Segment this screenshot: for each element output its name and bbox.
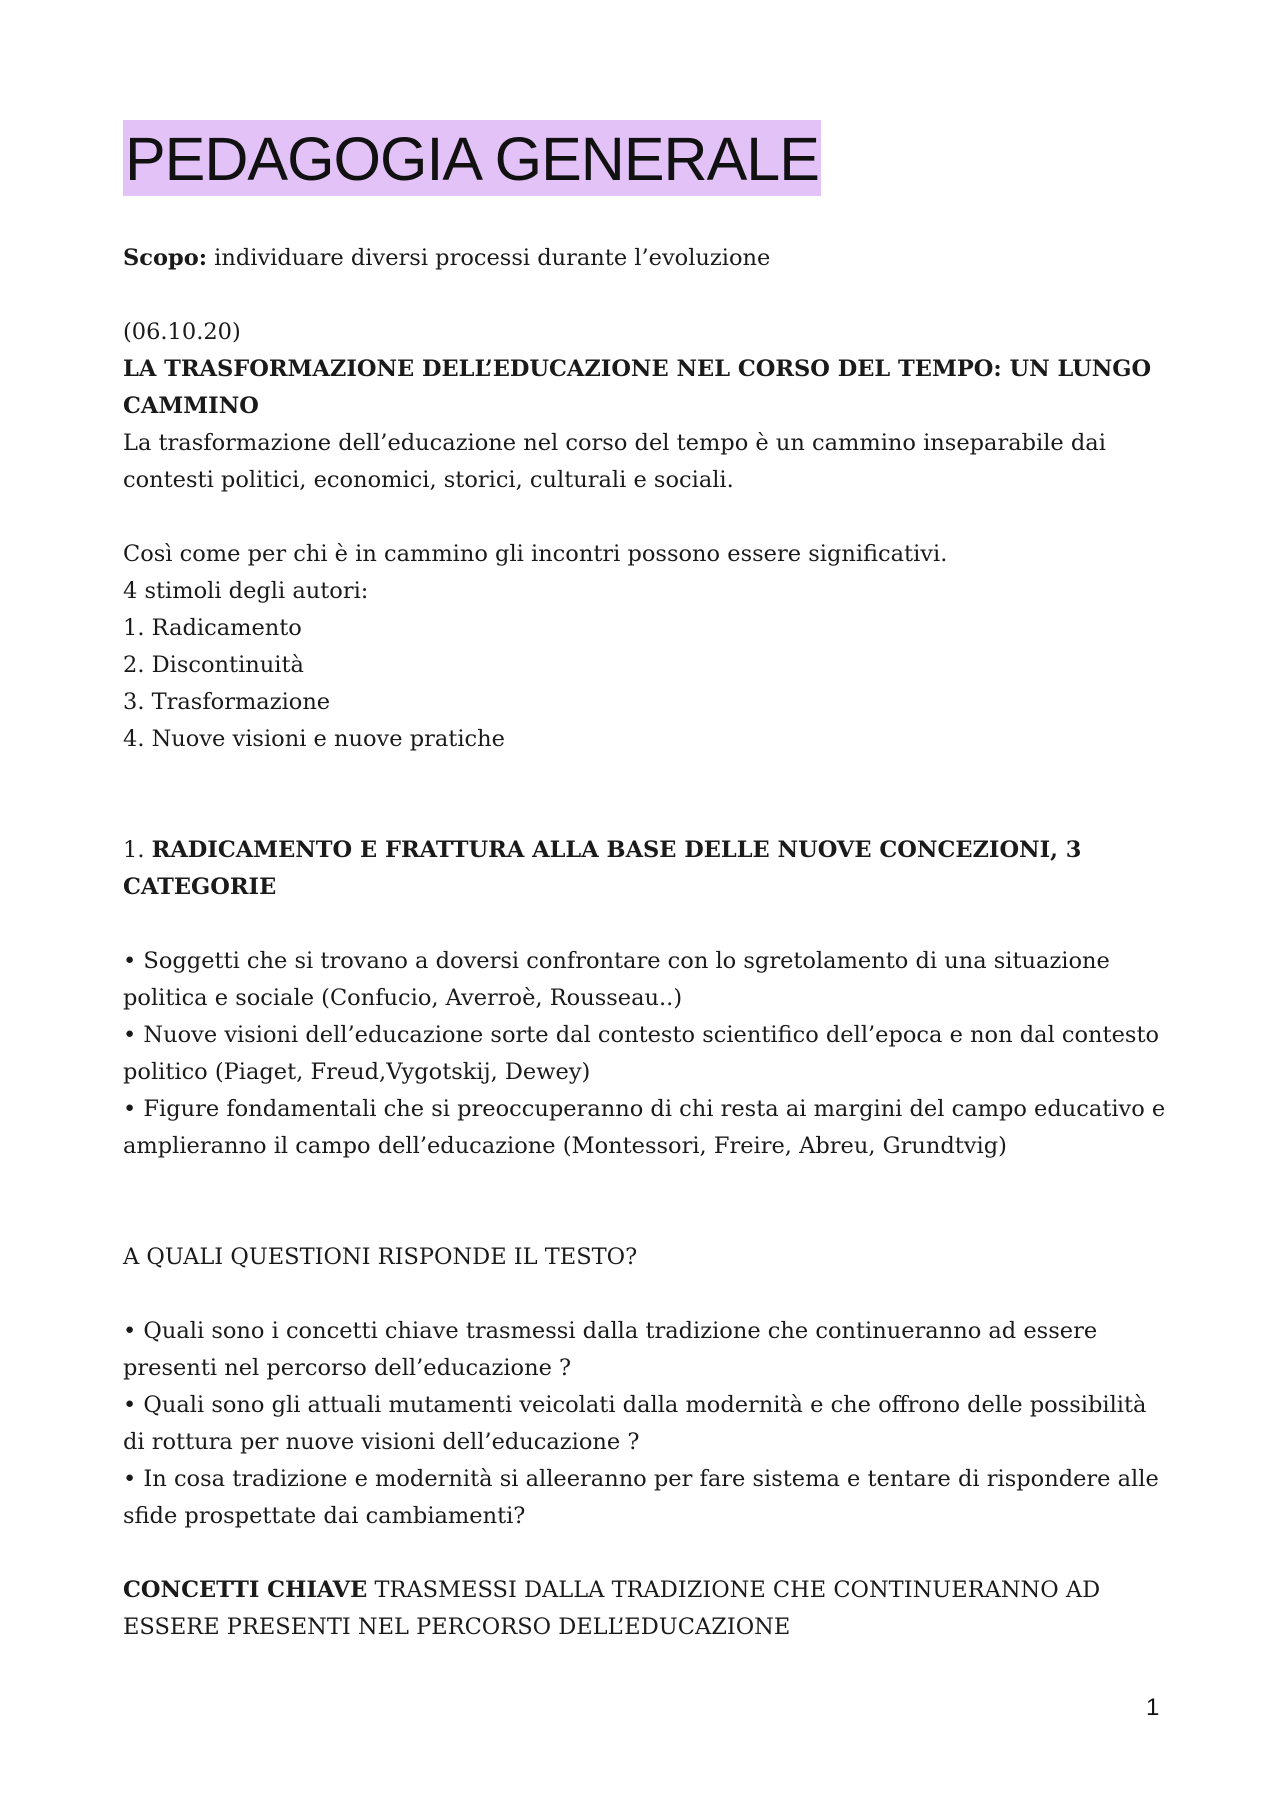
concetti-bold: CONCETTI CHIAVE <box>123 1577 368 1603</box>
questions-heading: A QUALI QUESTIONI RISPONDE IL TESTO? <box>123 1244 638 1270</box>
spacer <box>123 1535 1173 1572</box>
list-item: 2. Discontinuità <box>123 652 304 678</box>
concetti-heading <box>123 1572 1173 1646</box>
spacer <box>123 499 1173 536</box>
spacer <box>123 1276 1173 1313</box>
list-item: 4. Nuove visioni e nuove pratiche <box>123 726 505 752</box>
stimoli-list <box>123 610 1173 758</box>
list-item: 3. Trasformazione <box>123 689 331 715</box>
title-highlight <box>123 120 821 196</box>
spacer <box>123 277 1173 314</box>
page-number: 1 <box>1146 1694 1160 1721</box>
bullet-item: • Quali sono i concetti chiave trasmessi dalla tradizione che continueranno ad essere presenti nel percorso dell’educazione ? <box>123 1318 1098 1381</box>
section-heading-radicamento <box>123 832 1173 906</box>
spacer <box>123 758 1173 832</box>
spacer <box>123 1165 1173 1239</box>
page-title: PEDAGOGIA GENERALE <box>125 125 819 193</box>
scope-label: Scopo: <box>123 245 208 271</box>
scope-text: individuare diversi processi durante l’evoluzione <box>207 245 771 271</box>
bullet-item: • In cosa tradizione e modernità si alleeranno per fare sistema e tentare di rispondere alle sfide prospettate dai cambiamenti? <box>123 1466 1159 1529</box>
list-item: 1. Radicamento <box>123 615 302 641</box>
bullet-item: • Soggetti che si trovano a doversi confrontare con lo sgretolamento di una situazione politica e sociale (Confucio, Averroè, Rousseau..) <box>123 948 1110 1011</box>
paragraph-intro: La trasformazione dell’educazione nel corso del tempo è un cammino inseparabile dai contesti politici, economici, storici, culturali e sociali. <box>123 430 1106 493</box>
spacer <box>123 906 1173 943</box>
stimoli-intro: 4 stimoli degli autori: <box>123 578 369 604</box>
section-heading-trasformazione: LA TRASFORMAZIONE DELL’EDUCAZIONE NEL CORSO DEL TEMPO: UN LUNGO CAMMINO <box>123 356 1152 419</box>
section-heading-text: RADICAMENTO E FRATTURA ALLA BASE DELLE NUOVE CONCEZIONI, 3 CATEGORIE <box>123 837 1082 900</box>
bullet-item: • Quali sono gli attuali mutamenti veicolati dalla modernità e che offrono delle possibilità di rottura per nuove visioni dell’educazione ? <box>123 1392 1147 1455</box>
date-line: (06.10.20) <box>123 319 241 345</box>
paragraph-cammino: Così come per chi è in cammino gli incontri possono essere significativi. <box>123 541 948 567</box>
document-page <box>123 120 1173 1646</box>
bullet-item: • Figure fondamentali che si preoccuperanno di chi resta ai margini del campo educativo e amplieranno il campo dell’educazione (Montessori, Freire, Abreu, Grundtvig) <box>123 1096 1166 1159</box>
scope-line <box>123 240 1173 277</box>
concetti-rest: TRASMESSI DALLA TRADIZIONE CHE CONTINUERANNO AD ESSERE PRESENTI NEL PERCORSO DELL’EDUCAZIONE <box>123 1577 1101 1640</box>
section-number: 1. <box>123 837 152 863</box>
bullet-item: • Nuove visioni dell’educazione sorte dal contesto scientifico dell’epoca e non dal contesto politico (Piaget, Freud,Vygotskij, Dewey) <box>123 1022 1160 1085</box>
